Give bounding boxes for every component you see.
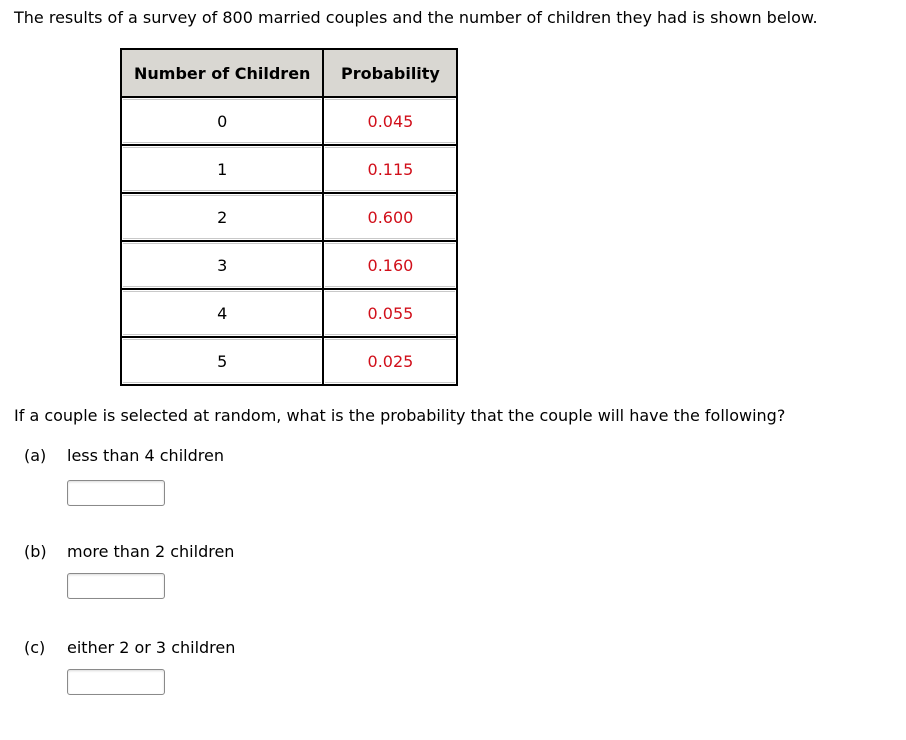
probability-cell: 0.045 bbox=[323, 97, 457, 145]
probability-cell: 0.115 bbox=[323, 145, 457, 193]
table-row bbox=[121, 97, 457, 145]
children-cell: 3 bbox=[121, 241, 323, 289]
part-b-text: more than 2 children bbox=[67, 542, 235, 561]
intro-text: The results of a survey of 800 married couples and the number of children they had is shown below. bbox=[14, 8, 818, 27]
children-cell: 2 bbox=[121, 193, 323, 241]
answer-input-b[interactable] bbox=[67, 573, 165, 599]
probability-table bbox=[120, 48, 458, 386]
answer-input-a[interactable] bbox=[67, 480, 165, 506]
part-c-letter: (c) bbox=[24, 638, 46, 657]
table-row bbox=[121, 193, 457, 241]
part-a-text: less than 4 children bbox=[67, 446, 224, 465]
children-cell: 5 bbox=[121, 337, 323, 385]
question-text: If a couple is selected at random, what is the probability that the couple will have the following? bbox=[14, 406, 786, 425]
header-probability: Probability bbox=[323, 49, 457, 97]
table-row bbox=[121, 145, 457, 193]
children-cell: 4 bbox=[121, 289, 323, 337]
part-b-letter: (b) bbox=[24, 542, 47, 561]
part-c-text: either 2 or 3 children bbox=[67, 638, 236, 657]
part-a-label bbox=[24, 446, 224, 466]
table-row bbox=[121, 289, 457, 337]
probability-cell: 0.160 bbox=[323, 241, 457, 289]
probability-cell: 0.025 bbox=[323, 337, 457, 385]
header-number-of-children: Number of Children bbox=[121, 49, 323, 97]
children-cell: 0 bbox=[121, 97, 323, 145]
part-c-label bbox=[24, 638, 235, 658]
answer-input-c[interactable] bbox=[67, 669, 165, 695]
children-cell: 1 bbox=[121, 145, 323, 193]
table-row bbox=[121, 337, 457, 385]
table-header-row bbox=[121, 49, 457, 97]
part-a-letter: (a) bbox=[24, 446, 47, 465]
table-row bbox=[121, 241, 457, 289]
part-b-label bbox=[24, 542, 234, 562]
probability-cell: 0.055 bbox=[323, 289, 457, 337]
probability-cell: 0.600 bbox=[323, 193, 457, 241]
